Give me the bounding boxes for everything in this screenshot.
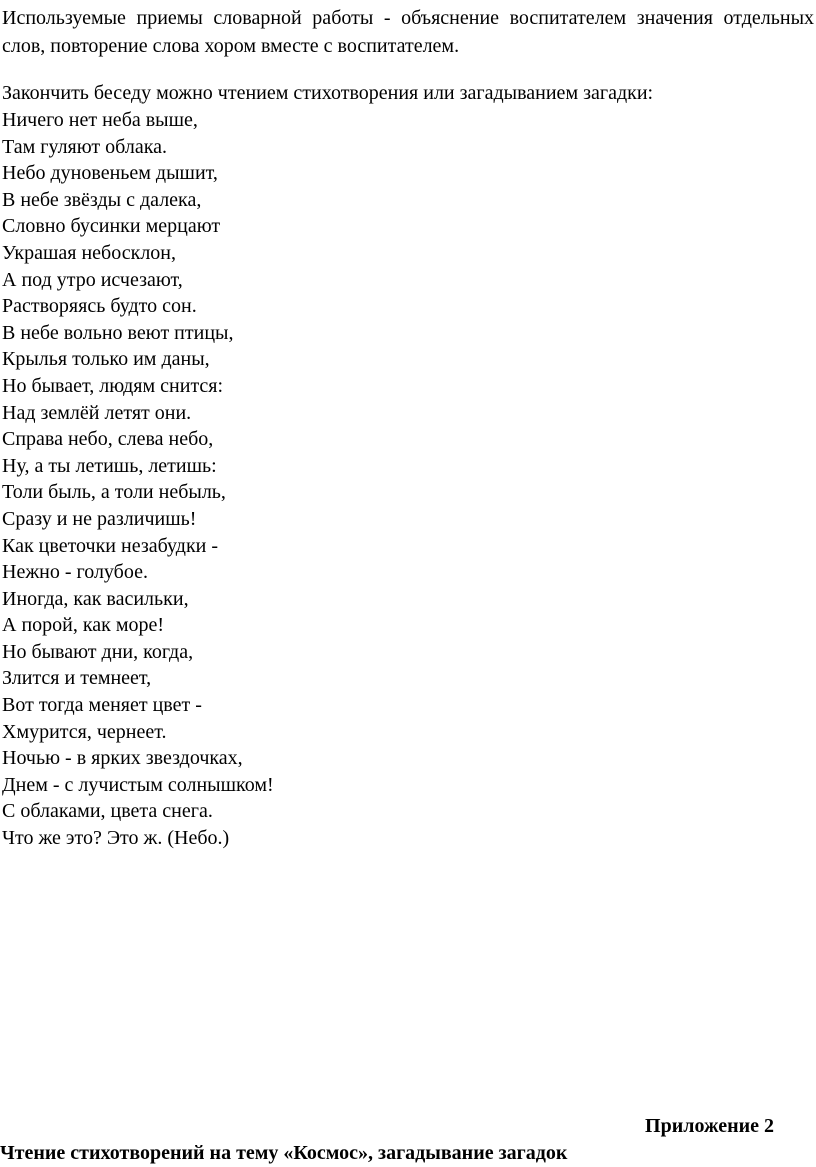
poem-line: В небе вольно веют птицы, bbox=[2, 321, 234, 344]
poem-line: Нежно - голубое. bbox=[2, 561, 148, 584]
lead-in-text: Закончить беседу можно чтением стихотворения или загадыванием загадки: bbox=[2, 82, 654, 104]
poem-line: Ничего нет неба выше, bbox=[2, 109, 198, 131]
poem-line: Днем - с лучистым солнышком! bbox=[2, 773, 274, 796]
poem-line: В небе звёзды с далека, bbox=[2, 188, 202, 211]
appendix-label: Приложение 2 bbox=[645, 1115, 774, 1137]
poem-line: Ну, а ты летишь, летишь: bbox=[2, 454, 217, 477]
poem-line: С облаками, цвета снега. bbox=[2, 800, 213, 823]
poem bbox=[2, 107, 274, 852]
poem-line: А под утро исчезают, bbox=[2, 268, 183, 291]
poem-line: А порой, как море! bbox=[2, 614, 165, 637]
poem-line: Что же это? Это ж. (Небо.) bbox=[2, 827, 230, 850]
poem-line: Крылья только им даны, bbox=[2, 348, 210, 371]
poem-line: Украшая небосклон, bbox=[2, 241, 177, 264]
intro-paragraph: Используемые приемы словарной работы - объяснение воспитателем значения отдельных слов, повторение слова хором вместе с воспитателем. bbox=[2, 7, 814, 57]
poem-line: Сразу и не различишь! bbox=[2, 507, 197, 530]
poem-line: Толи быль, а толи небыль, bbox=[2, 481, 226, 504]
section-heading: Чтение стихотворений на тему «Космос», загадывание загадок bbox=[0, 1142, 568, 1164]
poem-line: Там гуляют облака. bbox=[2, 135, 167, 158]
poem-line: Как цветочки незабудки - bbox=[2, 534, 219, 557]
poem-line: Вот тогда меняет цвет - bbox=[2, 694, 202, 717]
poem-line: Злится и темнеет, bbox=[2, 667, 152, 690]
poem-line: Словно бусинки мерцают bbox=[2, 215, 221, 238]
poem-line: Справа небо, слева небо, bbox=[2, 428, 214, 451]
poem-line: Ночью - в ярких звездочках, bbox=[2, 747, 243, 770]
poem-line: Но бывает, людям снится: bbox=[2, 374, 224, 397]
poem-line: Над землёй летят они. bbox=[2, 401, 192, 424]
poem-line: Иногда, как васильки, bbox=[2, 587, 189, 610]
poem-line: Небо дуновеньем дышит, bbox=[2, 162, 218, 185]
poem-line: Но бывают дни, когда, bbox=[2, 640, 194, 663]
poem-line: Растворяясь будто сон. bbox=[2, 295, 197, 318]
poem-line: Хмурится, чернеет. bbox=[2, 720, 167, 743]
